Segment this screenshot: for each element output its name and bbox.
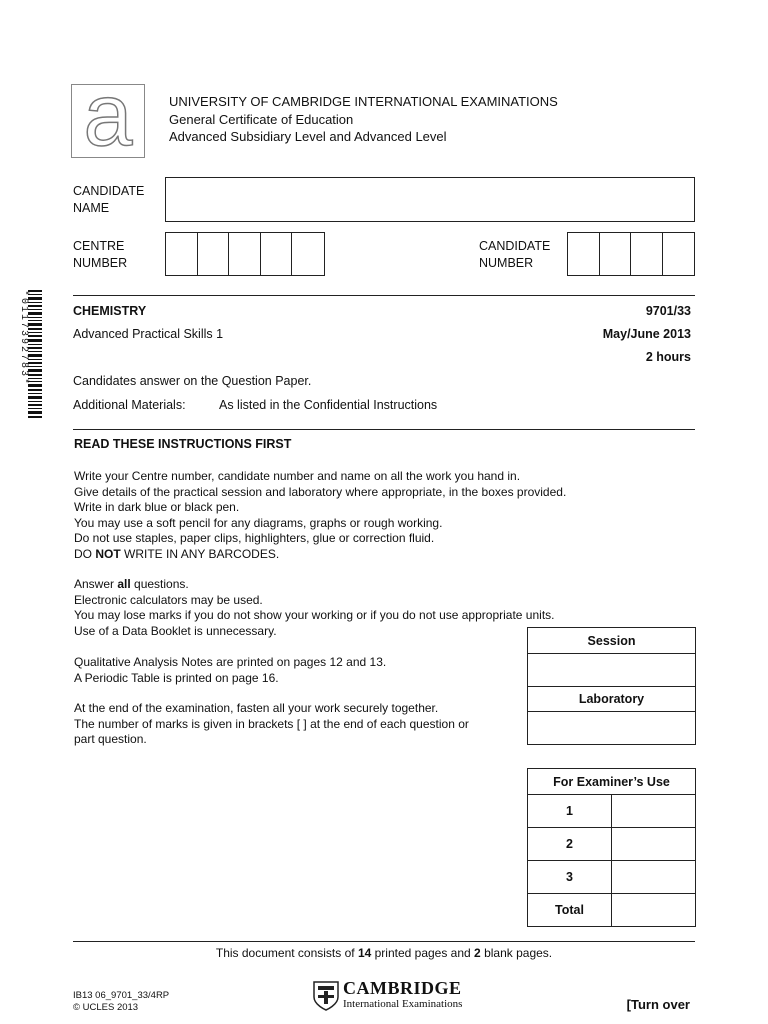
- candidate-name-field[interactable]: [165, 177, 695, 222]
- total-label: Total: [528, 894, 612, 927]
- exam-session: May/June 2013: [602, 327, 691, 341]
- qualification: General Certificate of Education: [169, 111, 354, 127]
- barcode-warning: DO NOT WRITE IN ANY BARCODES.: [74, 546, 280, 561]
- digit-cell[interactable]: [198, 233, 230, 275]
- answer-all: Answer all questions.: [74, 577, 189, 591]
- cambridge-subtitle: International Examinations: [343, 998, 463, 1010]
- laboratory-header: Laboratory: [528, 687, 696, 712]
- digit-cell[interactable]: [229, 233, 261, 275]
- divider: [73, 429, 695, 430]
- mark-cell[interactable]: [612, 795, 696, 828]
- digit-cell[interactable]: [166, 233, 198, 275]
- centre-number-label: CENTRE NUMBER: [73, 239, 128, 270]
- document-reference: IB13 06_9701_33/4RP © UCLES 2013: [73, 990, 170, 1013]
- session-field[interactable]: [528, 654, 696, 687]
- cambridge-crest-icon: [313, 981, 339, 1011]
- component-title: Advanced Practical Skills 1: [73, 327, 224, 341]
- duration: 2 hours: [645, 350, 691, 364]
- instructions-block-3: Qualitative Analysis Notes are printed on pages 12 and 13. A Periodic Table is printed on page 16.: [74, 655, 387, 685]
- digit-cell[interactable]: [568, 233, 600, 275]
- centre-number-field[interactable]: [165, 232, 325, 276]
- barcode: [28, 290, 42, 420]
- question-number: 1: [528, 795, 612, 828]
- instructions-block-1: Write your Centre number, candidate number and name on all the work you hand in. Give details of the practical session and laboratory where appropriate, in the boxes provided. Write in dark blue or black pen. You may use a soft pencil for any diagrams, graphs or rough working. Do not use staples, paper clips, highlighters, glue or correction fluid. DO NOT WRITE IN ANY BARCODES.: [74, 469, 567, 561]
- digit-cell[interactable]: [663, 233, 694, 275]
- cie-logo: [71, 65, 145, 164]
- question-number: 3: [528, 861, 612, 894]
- subject: CHEMISTRY: [73, 304, 147, 318]
- divider: [73, 941, 695, 942]
- materials-label: Additional Materials:: [73, 398, 186, 412]
- examiner-heading: For Examiner’s Use: [528, 769, 696, 795]
- digit-cell[interactable]: [261, 233, 293, 275]
- digit-cell[interactable]: [600, 233, 632, 275]
- materials-value: As listed in the Confidential Instructions: [219, 398, 438, 412]
- session-header: Session: [528, 628, 696, 654]
- laboratory-field[interactable]: [528, 712, 696, 745]
- barcode-number: *0117392783*: [18, 290, 29, 387]
- logo-letter: a: [83, 65, 133, 164]
- digit-cell[interactable]: [292, 233, 324, 275]
- instructions-block-2: Answer all questions. Electronic calculators may be used. You may lose marks if you do not show your working or if you do not use appropriate units. Use of a Data Booklet is unnecessary.: [74, 577, 555, 638]
- answer-note: Candidates answer on the Question Paper.: [73, 374, 312, 388]
- cambridge-wordmark: CAMBRIDGE: [343, 978, 462, 998]
- candidate-number-label: CANDIDATE NUMBER: [479, 239, 551, 270]
- turn-over: [Turn over: [626, 997, 690, 1012]
- candidate-name-label: CANDIDATE NAME: [73, 184, 145, 215]
- page-count-note: This document consists of 14 printed pages and 2 blank pages.: [215, 946, 553, 960]
- mark-cell[interactable]: [612, 828, 696, 861]
- exam-board-header: [169, 93, 558, 146]
- level: Advanced Subsidiary Level and Advanced Level: [169, 129, 447, 144]
- question-number: 2: [528, 828, 612, 861]
- paper-code: 9701/33: [645, 304, 691, 318]
- instructions-heading: READ THESE INSTRUCTIONS FIRST: [74, 437, 292, 451]
- mark-cell[interactable]: [612, 861, 696, 894]
- session-laboratory-table: [527, 627, 696, 745]
- candidate-number-field[interactable]: [567, 232, 695, 276]
- board-name: UNIVERSITY OF CAMBRIDGE INTERNATIONAL EXAMINATIONS: [169, 94, 558, 109]
- examiner-use-table: [527, 768, 696, 927]
- divider: [73, 295, 695, 296]
- instructions-block-4: At the end of the examination, fasten all your work securely together. The number of marks is given in brackets [ ] at the end of each question or part question.: [74, 701, 469, 746]
- total-cell[interactable]: [612, 894, 696, 927]
- digit-cell[interactable]: [631, 233, 663, 275]
